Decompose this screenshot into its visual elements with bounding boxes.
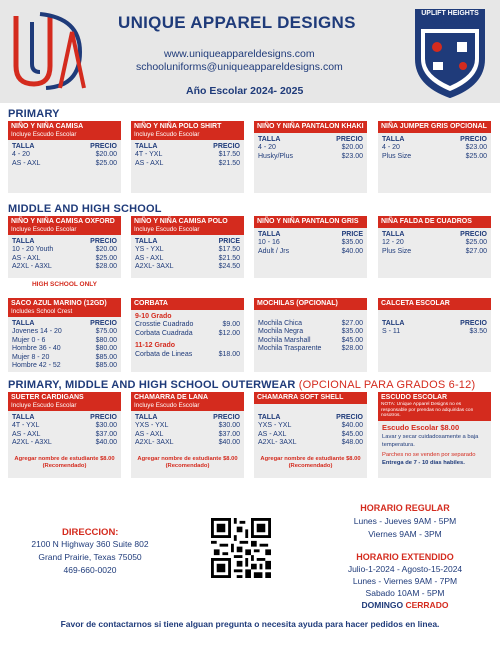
- card-sueter: [8, 392, 121, 478]
- price: $20.00: [95, 246, 117, 254]
- price-row: [135, 321, 240, 329]
- crest-text-top: UPLIFT HEIGHTS: [421, 10, 479, 17]
- card-title: NIÑO Y NIÑA PANTALON KHAKI: [257, 123, 364, 130]
- size: AS - AXL: [135, 254, 164, 262]
- price-row: [12, 345, 117, 353]
- col-size: TALLA: [382, 231, 405, 238]
- size: AS - AXL: [12, 430, 41, 438]
- item: Mochila Marshall: [258, 336, 311, 344]
- price-row: [12, 431, 117, 439]
- price: $30.00: [95, 422, 117, 430]
- size: A2XL - A3XL: [12, 263, 52, 271]
- address-title: DIRECCION:: [62, 527, 119, 538]
- extended-hours-title: HORARIO EXTENDIDO: [356, 552, 454, 562]
- col-price: PRECIO: [460, 136, 487, 143]
- price: $17.50: [218, 246, 240, 254]
- price: $20.00: [95, 151, 117, 159]
- price: $85.00: [95, 362, 117, 370]
- name-note: Agregar nombre de estudiante $8.00 (Recomendado): [137, 455, 238, 469]
- price-row: [382, 239, 487, 247]
- price-row: [135, 263, 240, 271]
- card-subtitle: NOTA: Unique Apparel Designs no es responsable por prendas no adquiridas con nosotros.: [381, 402, 474, 418]
- card-pantalon-gris: [254, 216, 367, 278]
- col-size: TALLA: [258, 414, 281, 421]
- price-row: [135, 160, 240, 168]
- card-title: NIÑA FALDA DE CUADROS: [381, 218, 472, 225]
- col-price: PRECIO: [90, 238, 117, 245]
- name-note: Agregar nombre de estudiante $8.00 (Recomendado): [260, 455, 361, 469]
- price-row: [382, 328, 487, 336]
- outerwear-title: PRIMARY, MIDDLE AND HIGH SCHOOL OUTERWEAR: [8, 379, 299, 391]
- card-subtitle: Includes School Crest: [11, 308, 73, 315]
- size: Jovenes 14 - 20: [12, 328, 62, 336]
- card-polo-primary: [131, 121, 244, 193]
- patch-note: Parches no se venden por separado: [382, 452, 476, 458]
- col-price: PRECIO: [336, 414, 363, 421]
- website-link[interactable]: www.uniqueappareldesigns.com: [164, 48, 315, 60]
- price-row: [135, 255, 240, 263]
- size: AS - AXL: [258, 430, 287, 438]
- col-price: PRECIO: [90, 143, 117, 150]
- card-title: ESCUDO ESCOLAR: [381, 394, 448, 401]
- price: $35.00: [341, 328, 363, 336]
- card-pantalon-khaki: [254, 121, 367, 193]
- price-row: [12, 151, 117, 159]
- col-size: TALLA: [382, 320, 405, 327]
- size: A2XL- 3AXL: [135, 439, 174, 447]
- price: $18.00: [218, 350, 240, 358]
- price: $23.00: [341, 152, 363, 160]
- card-calceta: [378, 298, 491, 372]
- outerwear-optional: (OPCIONAL PARA GRADOS 6-12): [298, 379, 476, 391]
- size: AS - AXL: [135, 430, 164, 438]
- price: $9.00: [222, 321, 240, 329]
- size: AS - AXL: [135, 159, 164, 167]
- col-price: PRICE: [218, 238, 240, 245]
- col-size: TALLA: [135, 143, 158, 150]
- size: YXS - YXL: [135, 422, 169, 430]
- qr-code[interactable]: [211, 518, 271, 578]
- size: 4 - 20: [12, 151, 30, 159]
- price-row: [12, 263, 117, 271]
- price-row: [12, 328, 117, 336]
- card-corbata: [131, 298, 244, 372]
- header-banner: [0, 0, 500, 103]
- price-row: [258, 345, 363, 353]
- card-subtitle: Incluye Escudo Escolar: [134, 131, 200, 138]
- price-row: [135, 431, 240, 439]
- price: $37.00: [218, 430, 240, 438]
- email-link[interactable]: schooluniforms@uniqueappareldesigns.com: [136, 61, 343, 73]
- item: Corbata de Lineas: [135, 350, 193, 358]
- address-line2: Grand Prairie, Texas 75050: [38, 552, 142, 562]
- price: $37.00: [95, 430, 117, 438]
- card-subtitle: Incluye Escudo Escolar: [134, 226, 200, 233]
- price: $45.00: [341, 336, 363, 344]
- item: Mochila Negra: [258, 328, 304, 336]
- card-camisa-primary: [8, 121, 121, 193]
- col-price: PRECIO: [460, 231, 487, 238]
- price: $3.50: [469, 328, 487, 336]
- card-subtitle: Incluye Escudo Escolar: [11, 226, 77, 233]
- high-school-only-label: HIGH SCHOOL ONLY: [31, 281, 97, 288]
- card-title: NIÑO Y NIÑA CAMISA: [11, 123, 84, 130]
- price: $27.00: [465, 247, 487, 255]
- price: $85.00: [95, 353, 117, 361]
- price-row: [12, 337, 117, 345]
- price-row: [382, 144, 487, 152]
- regular-hours-title: HORARIO REGULAR: [360, 503, 450, 513]
- price-row: [135, 151, 240, 159]
- size: 12 - 20: [382, 239, 404, 247]
- size: 4T - YXL: [135, 151, 163, 159]
- col-price: PRECIO: [213, 414, 240, 421]
- price-row: [12, 160, 117, 168]
- size: Plus Size: [382, 152, 412, 160]
- price-row: [12, 246, 117, 254]
- price-row: [258, 153, 363, 161]
- card-saco: [8, 298, 121, 372]
- price-row: [382, 248, 487, 256]
- price: $25.00: [465, 152, 487, 160]
- price: $25.00: [465, 239, 487, 247]
- price-row: [135, 422, 240, 430]
- size: A2XL- 3AXL: [258, 439, 297, 447]
- price-row: [382, 153, 487, 161]
- col-price: PRICE: [341, 231, 363, 238]
- price: $21.50: [218, 159, 240, 167]
- card-jumper: [378, 121, 491, 193]
- price-row: [135, 439, 240, 447]
- escudo-price: Escudo Escolar $8.00: [382, 422, 460, 432]
- price-row: [12, 255, 117, 263]
- section-outerwear: [8, 379, 475, 391]
- price-row: [258, 328, 363, 336]
- size: 4T - YXL: [12, 422, 40, 430]
- price: $23.00: [465, 144, 487, 152]
- card-subtitle: Incluye Escudo Escolar: [11, 402, 77, 409]
- price-row: [258, 320, 363, 328]
- size: Adult / Jrs: [258, 247, 290, 255]
- price: $40.00: [218, 439, 240, 447]
- phone[interactable]: 469-660-0020: [63, 565, 117, 575]
- name-note: Agregar nombre de estudiante $8.00 (Recomendado): [14, 455, 115, 469]
- card-title: CALCETA ESCOLAR: [381, 300, 450, 307]
- footer-message: Favor de contactarnos si tiene alguan pregunta o necesita ayuda para hacer pedidos en linea.: [60, 619, 440, 629]
- card-subtitle: Incluye Escudo Escolar: [11, 131, 77, 138]
- col-size: TALLA: [12, 238, 35, 245]
- size: Mujer 8 - 20: [12, 353, 50, 361]
- card-falda: [378, 216, 491, 278]
- card-escudo: [378, 392, 491, 478]
- size: 4 - 20: [258, 144, 276, 152]
- price: $48.00: [341, 439, 363, 447]
- size: 4 - 20: [382, 144, 400, 152]
- card-title: NIÑO Y NIÑA CAMISA OXFORD: [11, 218, 115, 225]
- size: Hombre 42 - 52: [12, 362, 61, 370]
- size: Husky/Plus: [258, 152, 294, 160]
- sunday-label: DOMINGO: [361, 600, 404, 610]
- card-title: SUETER CARDIGANS: [11, 394, 84, 401]
- col-price: PRECIO: [336, 136, 363, 143]
- price: $35.00: [341, 239, 363, 247]
- card-chamarra-soft-shell: [254, 392, 367, 478]
- price-row: [135, 351, 240, 359]
- price-row: [258, 439, 363, 447]
- col-size: TALLA: [258, 231, 281, 238]
- size: YS - YXL: [135, 246, 164, 254]
- col-price: PRECIO: [213, 143, 240, 150]
- price-row: [258, 422, 363, 430]
- size: S - 11: [382, 328, 401, 336]
- price-row: [258, 239, 363, 247]
- card-title: CHAMARRA SOFT SHELL: [257, 394, 344, 401]
- card-title: SACO AZUL MARINO (12GD): [11, 300, 107, 307]
- price: $40.00: [341, 247, 363, 255]
- col-price: PRECIO: [90, 320, 117, 327]
- size: 10 - 16: [258, 239, 280, 247]
- price: $80.00: [95, 336, 117, 344]
- price: $30.00: [218, 422, 240, 430]
- card-title: NIÑA JUMPER GRIS OPCIONAL: [381, 123, 487, 130]
- price: $28.00: [341, 345, 363, 353]
- col-size: TALLA: [258, 136, 281, 143]
- price: $40.00: [341, 422, 363, 430]
- price: $12.00: [218, 329, 240, 337]
- regular-hours-2: Viernes 9AM - 3PM: [368, 529, 442, 539]
- closed-label: CERRADO: [405, 600, 449, 610]
- card-mochilas: [254, 298, 367, 372]
- item: Mochila Chica: [258, 320, 302, 327]
- price: $45.00: [341, 430, 363, 438]
- col-price: PRECIO: [90, 414, 117, 421]
- size: A2XL - A3XL: [12, 439, 52, 447]
- card-title: CORBATA: [134, 300, 168, 307]
- col-size: TALLA: [12, 143, 35, 150]
- col-size: TALLA: [12, 414, 35, 421]
- price-row: [12, 422, 117, 430]
- size: AS - AXL: [12, 254, 41, 262]
- price-row: [258, 248, 363, 256]
- crest-text-bottom: PREPARATORY: [429, 20, 471, 26]
- price: $40.00: [95, 439, 117, 447]
- regular-hours-1: Lunes - Jueves 9AM - 5PM: [353, 516, 457, 526]
- price-row: [135, 330, 240, 338]
- price: $27.00: [341, 320, 363, 327]
- size: A2XL- 3AXL: [135, 263, 174, 271]
- address-line1: 2100 N Highway 360 Suite 802: [31, 539, 149, 549]
- card-title: NIÑO Y NIÑA CAMISA POLO: [134, 218, 228, 225]
- item: Mochila Trasparente: [258, 345, 322, 353]
- card-polo-mhs: [131, 216, 244, 278]
- grade-label: 9-10 Grado: [135, 313, 172, 320]
- uda-logo: [10, 8, 88, 94]
- grade-label: 11-12 Grado: [135, 342, 176, 350]
- price-row: [12, 354, 117, 362]
- card-title: NIÑO Y NIÑA POLO SHIRT: [134, 123, 222, 130]
- card-subtitle: Incluye Escudo Escolar: [134, 402, 200, 409]
- care-note: Lavar y secar cuidadosamente a baja temperatura.: [382, 434, 479, 448]
- size: Hombre 36 - 40: [12, 345, 61, 353]
- price: $80.00: [95, 345, 117, 353]
- price: $25.00: [95, 254, 117, 262]
- item: Crosstie Cuadrado: [135, 321, 194, 329]
- col-size: TALLA: [135, 414, 158, 421]
- brand-name: UNIQUE APPAREL DESIGNS: [118, 13, 356, 32]
- size: Mujer 0 - 6: [12, 336, 46, 344]
- price: $17.50: [218, 151, 240, 159]
- card-title: NIÑO Y NIÑA PANTALON GRIS: [257, 218, 359, 225]
- price-row: [12, 439, 117, 447]
- card-title: CHAMARRA DE LANA: [134, 394, 209, 401]
- col-size: TALLA: [382, 136, 405, 143]
- price: $28.00: [95, 263, 117, 271]
- extended-hours-saturday: Sabado 10AM - 5PM: [365, 588, 445, 598]
- price-row: [258, 431, 363, 439]
- card-chamarra-lana: [131, 392, 244, 478]
- delivery-note: Entrega de 7 - 10 días habiles.: [382, 459, 465, 466]
- card-oxford: [8, 216, 121, 278]
- extended-hours-dates: Julio-1-2024 - Agosto-15-2024: [347, 564, 463, 574]
- price: $21.50: [218, 254, 240, 262]
- size: Plus Size: [382, 247, 412, 255]
- price-row: [135, 246, 240, 254]
- price-row: [258, 337, 363, 345]
- section-middle-high: MIDDLE AND HIGH SCHOOL: [8, 203, 162, 215]
- item: Corbata Cuadrada: [135, 329, 193, 337]
- col-size: TALLA: [135, 238, 158, 245]
- section-primary: PRIMARY: [8, 108, 60, 120]
- sunday-hours: [330, 599, 480, 612]
- price: $75.00: [95, 328, 117, 336]
- size: YXS - YXL: [258, 422, 292, 430]
- price-row: [258, 144, 363, 152]
- price-row: [12, 362, 117, 370]
- school-year: Año Escolar 2024- 2025: [186, 85, 304, 97]
- col-price: PRECIO: [460, 320, 487, 327]
- col-size: TALLA: [12, 320, 35, 327]
- card-title: MOCHILAS (OPCIONAL): [257, 300, 338, 307]
- size: AS - AXL: [12, 159, 41, 167]
- price: $20.00: [341, 144, 363, 152]
- size: 10 - 20 Youth: [12, 246, 54, 254]
- price: $25.00: [95, 159, 117, 167]
- price: $24.50: [218, 263, 240, 271]
- extended-hours-weekday: Lunes - Viernes 9AM - 7PM: [352, 576, 458, 586]
